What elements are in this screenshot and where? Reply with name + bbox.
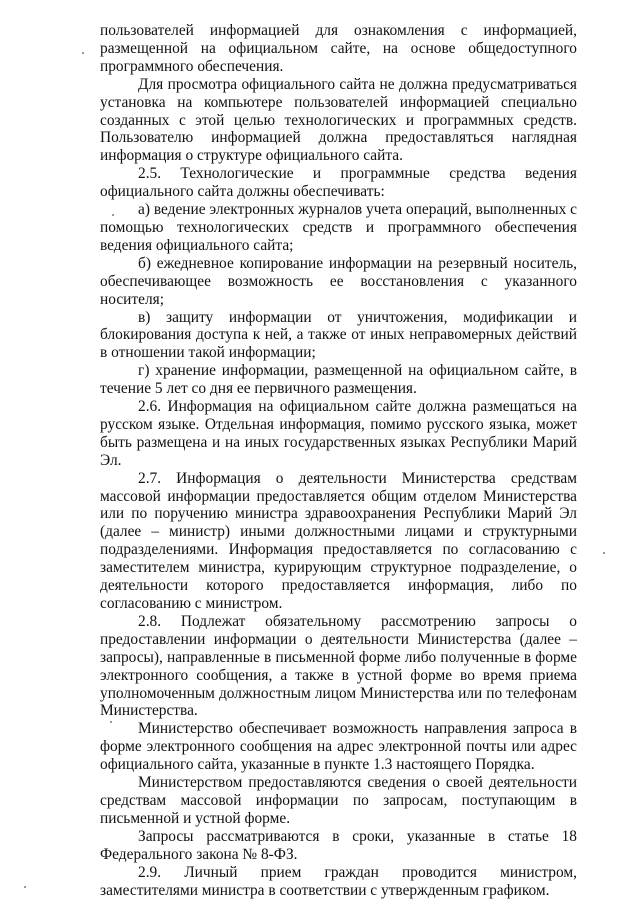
list-item: г) хранение информации, размещенной на официальном сайте, в течение 5 лет со дня ее первичного размещения. [100,362,577,398]
paragraph: Для просмотра официального сайта не должна предусматриваться установка на компьютере пользователей информацией специально созданных с этой целью технологических и программных средств. Пользователю информацией должна предоставляться наглядная информация о структуре официального сайта. [100,75,577,165]
list-item: в) защиту информации от уничтожения, модификации и блокирования доступа к ней, а также от иных неправомерных действий в отношении такой информации; [100,308,577,362]
paragraph: 2.5. Технологические и программные средства ведения официального сайта должны обеспечивать: [100,165,577,201]
scan-speck [603,552,605,554]
list-item: б) ежедневное копирование информации на резервный носитель, обеспечивающее возможность ее восстановления с указанного носителя; [100,254,577,308]
paragraph: Министерством предоставляются сведения о своей деятельности средствам массовой информации по запросам, поступающим в письменной и устной форме. [100,774,577,827]
paragraph: 2.9. Личный прием граждан проводится министром, заместителями министра в соответствии с утвержденным графиком. [100,863,577,899]
scan-speck [82,52,84,54]
paragraph: Министерство обеспечивает возможность направления запроса в форме электронного сообщения на адрес электронной почты или адрес официального сайта, указанные в пункте 1.3 настоящего Порядка. [100,720,577,774]
paragraph: 2.7. Информация о деятельности Министерства средствам массовой информации предоставляется общим отделом Министерства или по поручению министра здравоохранения Республики Марий Эл (далее – министр) иными должностными лицами и структурными подразделениями. Информация предоставляется по согласованию с заместителем министра, курирующим структурное подразделение, о деятельности которого предоставляется информация, либо по согласованию с министром. [100,469,577,612]
scan-speck [24,886,26,888]
document-body [100,22,577,899]
paragraph: 2.8. Подлежат обязательному рассмотрению запросы о предоставлении информации о деятельности Министерства (далее – запросы), направленные в письменной форме либо полученные в форме электронного сообщения, а также в устной форме во время приема уполномоченным должностным лицом Министерства или по телефонам Министерства. [100,612,577,720]
paragraph: 2.6. Информация на официальном сайте должна размещаться на русском языке. Отдельная информация, помимо русского языка, может быть размещена и на иных государственных языках Республики Марий Эл. [100,398,577,469]
paragraph: Запросы рассматриваются в сроки, указанные в статье 18 Федерального закона № 8-ФЗ. [100,827,577,863]
list-item: а) ведение электронных журналов учета операций, выполненных с помощью технологических средств и программного обеспечения ведения официального сайта; [100,201,577,254]
paragraph: пользователей информацией для ознакомления с информацией, размещенной на официальном сайте, на основе общедоступного программного обеспечения. [100,22,577,75]
